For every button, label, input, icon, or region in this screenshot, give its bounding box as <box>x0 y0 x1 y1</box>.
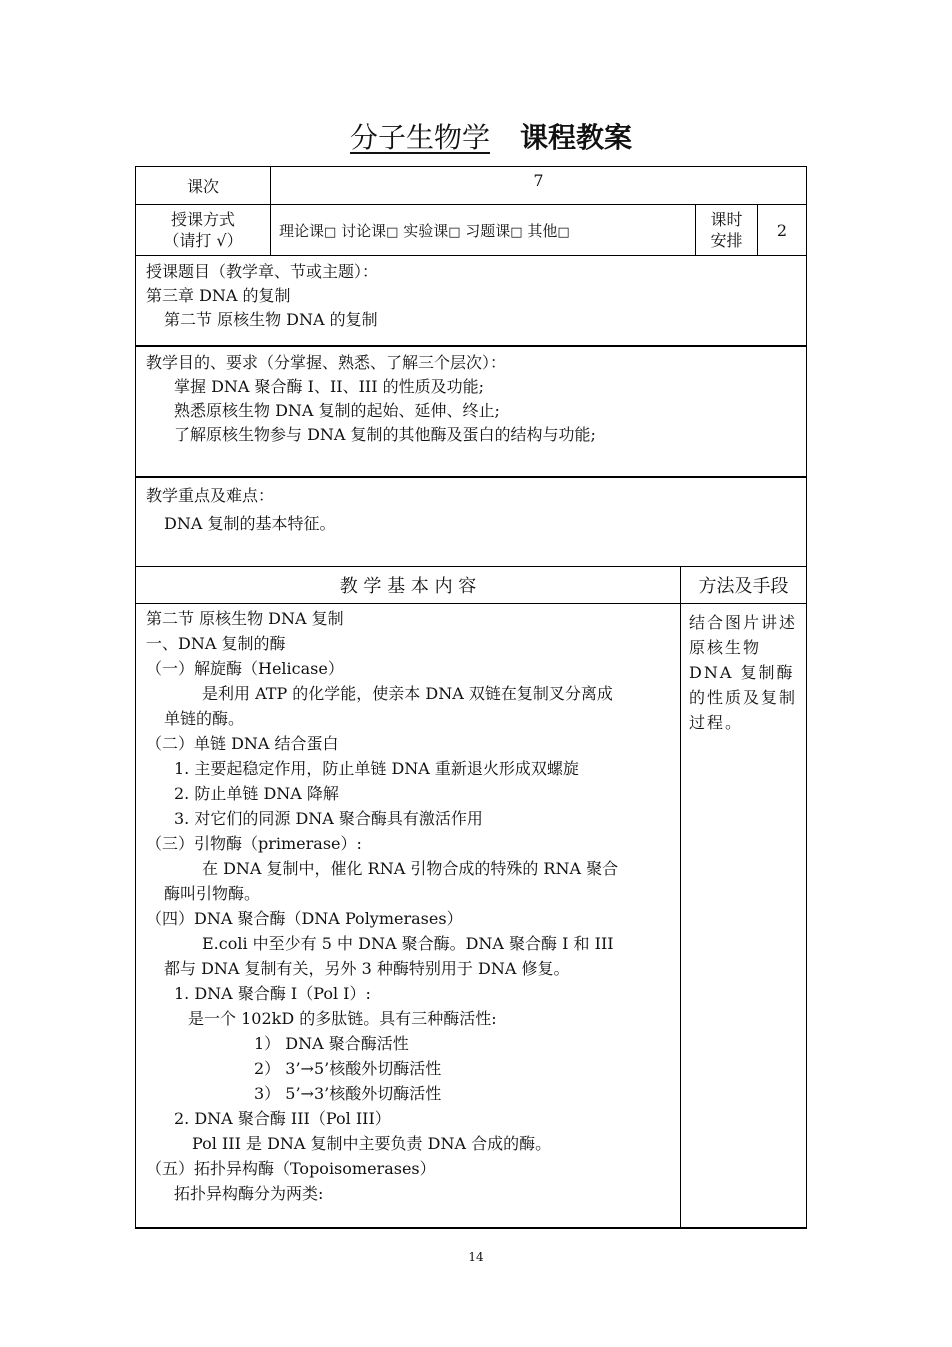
objectives-heading: 教学目的、要求（分掌握、熟悉、了解三个层次）： <box>146 353 507 372</box>
content-line: 在 DNA 复制中，催化 RNA 引物合成的特殊的 RNA 聚合 <box>202 859 619 878</box>
content-line: 是一个 102kD 的多肽链。具有三种酶活性: <box>188 1009 497 1028</box>
content-line: （五）拓扑异构酶（Topoisomerases） <box>146 1159 436 1178</box>
option-lab[interactable]: 实验课□ <box>403 221 461 240</box>
title-suffix: 课程教案 <box>520 121 633 154</box>
content-header-row <box>136 567 806 604</box>
checkbox-icon[interactable]: □ <box>510 224 523 240</box>
teaching-mode-options <box>270 205 695 255</box>
content-line: 3. 对它们的同源 DNA 聚合酶具有激活作用 <box>174 809 483 828</box>
content-line: 1. 主要起稳定作用，防止单链 DNA 重新退火形成双螺旋 <box>174 759 579 778</box>
objective-item: 掌握 DNA 聚合酶 I、II、III 的性质及功能; <box>174 377 485 396</box>
checkbox-icon[interactable]: □ <box>557 224 570 240</box>
content-header-main: 教 学 基 本 内 容 <box>339 576 477 597</box>
content-line: 单链的酶。 <box>164 709 245 728</box>
key-points-block <box>136 478 345 566</box>
table-bottom-rule <box>135 1227 807 1229</box>
method-text: 结合图片讲述原核生物 DNA 复制酶的性质及复制过程。 <box>680 604 806 1228</box>
lesson-number-label: 课次 <box>186 177 219 196</box>
page-title <box>0 118 952 158</box>
topic-chapter: 第三章 DNA 的复制 <box>146 286 291 305</box>
teaching-mode-row <box>136 205 806 256</box>
hours-label: 课时 安排 <box>695 205 757 255</box>
content-line: 都与 DNA 复制有关，另外 3 种酶特别用于 DNA 修复。 <box>164 959 570 978</box>
content-line: 酶叫引物酶。 <box>164 884 261 903</box>
content-line: 2. DNA 聚合酶 III（Pol III） <box>174 1109 391 1128</box>
content-line: 是利用 ATP 的化学能，使亲本 DNA 双链在复制叉分离成 <box>202 684 613 703</box>
content-line: 一、DNA 复制的酶 <box>146 634 286 653</box>
page-number: 14 <box>468 1250 484 1264</box>
key-points-heading: 教学重点及难点： <box>146 486 275 505</box>
content-line: 1. DNA 聚合酶 I（Pol I）: <box>174 984 371 1003</box>
hours-value: 2 <box>757 205 806 255</box>
objective-item: 熟悉原核生物 DNA 复制的起始、延伸、终止; <box>174 401 500 420</box>
content-line: （四）DNA 聚合酶（DNA Polymerases） <box>146 909 463 928</box>
option-other[interactable]: 其他□ <box>527 221 570 240</box>
content-line: 拓扑异构酶分为两类: <box>174 1184 324 1203</box>
content-line: 2. 防止单链 DNA 降解 <box>174 784 339 803</box>
objectives-block <box>136 347 606 476</box>
lesson-plan-table <box>135 166 807 1229</box>
content-line: Pol III 是 DNA 复制中主要负责 DNA 合成的酶。 <box>192 1134 552 1153</box>
option-lecture[interactable]: 理论课□ <box>279 221 337 240</box>
content-line: 2） 3’→5’核酸外切酶活性 <box>254 1059 442 1078</box>
content-line: （三）引物酶（primerase）: <box>146 834 362 853</box>
teaching-mode-label <box>136 205 270 255</box>
content-row <box>136 604 806 1228</box>
checkbox-icon[interactable]: □ <box>386 224 399 240</box>
objective-item: 了解原核生物参与 DNA 复制的其他酶及蛋白的结构与功能; <box>174 425 596 444</box>
teaching-mode-label-line1: 授课方式 <box>170 210 235 229</box>
lesson-number-row <box>136 167 806 205</box>
content-line: 1） DNA 聚合酶活性 <box>254 1034 409 1053</box>
content-line: 3） 5’→3’核酸外切酶活性 <box>254 1084 442 1103</box>
content-line: 第二节 原核生物 DNA 复制 <box>146 609 344 628</box>
course-name: 分子生物学 <box>349 121 490 154</box>
topic-row <box>136 256 806 347</box>
content-line: （二）单链 DNA 结合蛋白 <box>146 734 339 753</box>
lesson-number-value: 7 <box>270 167 806 204</box>
topic-block <box>136 256 388 345</box>
topic-section: 第二节 原核生物 DNA 的复制 <box>164 310 378 329</box>
topic-heading: 授课题目（教学章、节或主题）： <box>146 262 379 281</box>
objectives-row <box>136 347 806 478</box>
option-discussion[interactable]: 讨论课□ <box>341 221 399 240</box>
key-points-text: DNA 复制的基本特征。 <box>164 514 336 533</box>
teaching-mode-label-line2: （请打 √） <box>163 231 243 250</box>
key-points-row <box>136 478 806 567</box>
content-line: （一）解旋酶（Helicase） <box>146 659 344 678</box>
content-line: E.coli 中至少有 5 中 DNA 聚合酶。DNA 聚合酶 I 和 III <box>202 934 614 953</box>
content-header-side: 方法及手段 <box>680 567 806 603</box>
checkbox-icon[interactable]: □ <box>324 224 337 240</box>
content-body <box>136 604 680 1228</box>
checkbox-icon[interactable]: □ <box>448 224 461 240</box>
option-exercise[interactable]: 习题课□ <box>465 221 523 240</box>
